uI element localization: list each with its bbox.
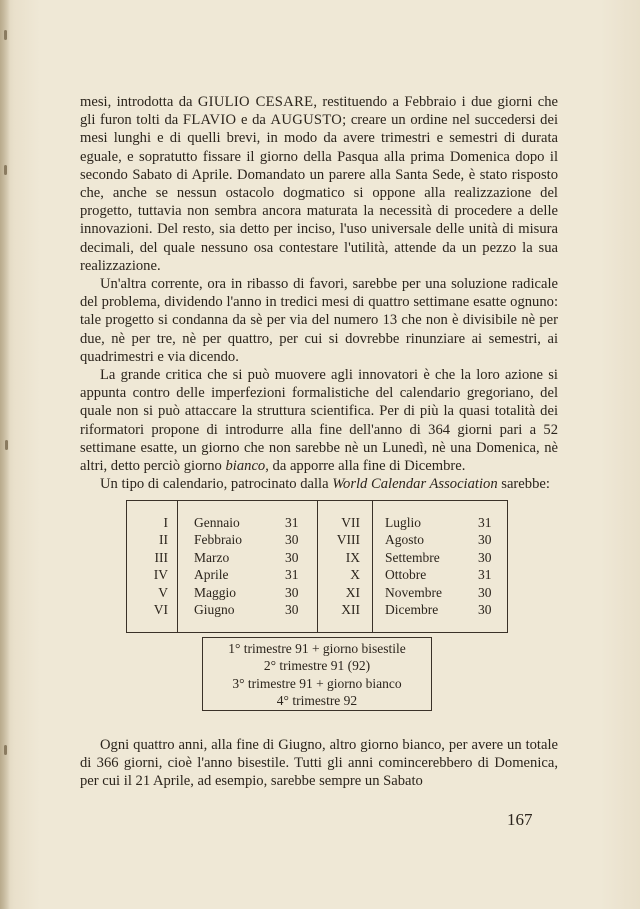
month-days: 30: [285, 549, 299, 565]
month-days: 30: [285, 532, 299, 548]
margin-mark: [4, 745, 7, 755]
month-number: III: [154, 549, 168, 565]
text-segment: La grande critica che si può muovere agli innovatori è che la loro azione si appunta contro delle imperfezioni formalistiche del calendario gregoriano, del quale non si può attaccare la struttura scientifica. Per di più la quasi totalità dei riformatori propone di introdurre alla fine dell'anno di 364 giorni pari a 52 settimane esatte, un giorno che non sarebbe nè un Lunedì, nè una Domenica, nè altri, detto perciò giorno: [80, 367, 558, 475]
name-flavius: FLAVIO: [182, 112, 237, 129]
paragraph-2: Un'altra corrente, ora in ribasso di favori, sarebbe per una soluzione radicale del problema, dividendo l'anno in tredici mesi di quattro settimane esatte ognuno: tale progetto si condanna da sè per via del numero 13 che non è divisibile nè per due, nè per tre, nè per quattro, per cui si dovrebbe rinunziare ai semestri, ai quadrimestri e via dicendo.: [80, 276, 558, 365]
margin-mark: [5, 440, 8, 450]
month-name: Maggio: [194, 584, 236, 600]
table-row: [127, 585, 507, 602]
text-segment: sarebbe:: [497, 476, 550, 493]
page-number: 167: [507, 810, 533, 829]
trimestre-line: 4° trimestre 92: [276, 693, 358, 709]
table-row: [127, 532, 507, 549]
month-days: 31: [285, 567, 299, 583]
text-segment: Un tipo di calendario, patrocinato dalla: [100, 476, 333, 493]
body-text: [80, 93, 558, 493]
month-number: VII: [341, 515, 360, 530]
text-segment: ; creare un ordine nel succedersi dei mesi lunghi e di quelli brevi, in modo da avere trimestri e semestri di durata eguale, e sopratutto fissare il giorno della Pasqua alla prima Domenica dopo il secondo Sabato di Aprile. Domandato un parere alla Santa Sede, è stato risposto che, anche se nessun ostacolo dogmatico si oppone alla realizzazione del progetto, tuttavia non sembra ancora maturata la necessità di procedere a delle innovazioni. Del resto, sia detto per inciso, l'uso universale delle unità di misura decimali, del quale nessuno osa contestare l'utilità, attende da un pezzo la sua realizzazione.: [80, 112, 559, 274]
month-number: V: [158, 584, 168, 600]
italic-term: bianco: [225, 458, 266, 475]
table-row: [127, 550, 507, 567]
month-number: I: [163, 515, 168, 530]
binding-shadow: [0, 0, 10, 909]
paragraph-4: [80, 475, 558, 493]
trimestri-box: [202, 637, 432, 711]
month-number: VI: [153, 602, 168, 617]
month-days: 31: [478, 515, 492, 530]
month-number: II: [159, 532, 168, 548]
month-days: 30: [478, 584, 492, 600]
text-segment: , da apporre alla fine di Dicembre.: [265, 458, 466, 475]
name-augustus: AUGUSTO: [270, 112, 343, 129]
month-number: IX: [345, 549, 360, 565]
month-name: Dicembre: [385, 602, 439, 617]
association-name: World Calendar Association: [332, 476, 498, 493]
name-julius-caesar: GIULIO CESARE: [197, 94, 314, 110]
month-number: IV: [153, 567, 168, 583]
month-days: 31: [478, 567, 492, 583]
text-segment: e da: [236, 112, 271, 129]
month-name: Ottobre: [385, 567, 427, 583]
month-days: 30: [478, 602, 492, 617]
month-name: Aprile: [194, 567, 229, 583]
text-segment: mesi, introdotta da: [80, 94, 198, 110]
month-days: 31: [285, 515, 299, 530]
trimestre-line: 1° trimestre 91 + giorno bisestile: [228, 641, 406, 656]
month-name: Settembre: [385, 549, 440, 565]
margin-mark: [4, 30, 7, 40]
text-segment: , restituendo a Febbraio i due giorni che gli furon tolti da: [80, 94, 558, 129]
month-number: XI: [345, 584, 360, 600]
month-name: Giugno: [194, 602, 235, 617]
table-row: [127, 602, 507, 619]
month-number: VIII: [336, 532, 360, 548]
paragraph-1: [80, 93, 558, 275]
month-name: Marzo: [194, 549, 230, 565]
month-name: Gennaio: [194, 515, 240, 530]
month-name: Novembre: [385, 584, 442, 600]
trimestre-line: 3° trimestre 91 + giorno bianco: [232, 675, 402, 691]
calendar-table: [126, 500, 508, 633]
month-days: 30: [478, 549, 492, 565]
table-row: [127, 515, 507, 532]
month-name: Agosto: [385, 532, 425, 548]
month-days: 30: [285, 602, 299, 617]
month-name: Luglio: [385, 515, 421, 530]
paragraph-5: Ogni quattro anni, alla fine di Giugno, altro giorno bianco, per avere un totale di 366 giorni, cioè l'anno bisestile. Tutti gli anni comincerebbero di Domenica, per cui il 21 Aprile, ad esempio, sarebbe sempre un Sabato: [80, 737, 558, 790]
margin-mark: [4, 165, 7, 175]
table-row: [127, 567, 507, 584]
month-days: 30: [285, 584, 299, 600]
month-number: XII: [341, 602, 360, 617]
body-text-bottom: [80, 736, 558, 791]
month-number: X: [350, 567, 360, 583]
month-name: Febbraio: [194, 532, 242, 548]
paragraph-3: [80, 366, 558, 475]
month-days: 30: [478, 532, 492, 548]
trimestre-line: 2° trimestre 91 (92): [263, 658, 371, 674]
